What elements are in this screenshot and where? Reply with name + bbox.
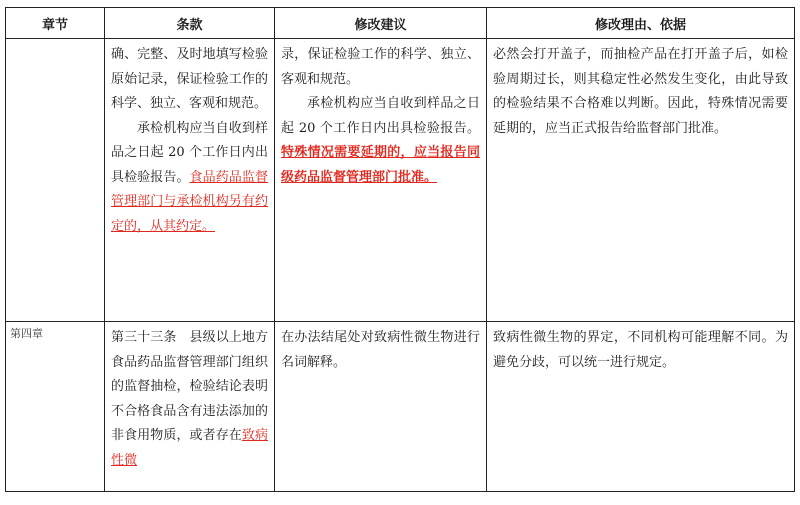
clause-text (111, 117, 268, 240)
header-clause: 条款 (105, 8, 275, 39)
clause-text-deleted: 食品药品监督管理部门与承检机构另有约定的，从其约定。 (111, 169, 268, 234)
suggestion-text-added: 特殊情况需要延期的，应当报告同级药品监督管理部门批准。 (281, 145, 480, 185)
chapter-cell: 第四章 (6, 322, 105, 492)
revision-table (5, 7, 795, 492)
reason-text: 必然会打开盖子，而抽检产品在打开盖子后，如检验周期过长，则其稳定性必然发生变化，由此导致的检验结果不合格难以判断。因此，特殊情况需要延期的，应当正式报告给监督部门批准。 (493, 47, 788, 136)
suggestion-cell (275, 39, 487, 322)
clause-text-deleted: 致病性微 (111, 428, 268, 468)
table-row (6, 39, 795, 322)
header-chapter: 章节 (6, 8, 105, 39)
clause-cell (105, 322, 275, 492)
suggestion-text: 在办法结尾处对致病性微生物进行名词解释。 (281, 330, 480, 370)
suggestion-text: 录，保证检验工作的科学、独立、客观和规范。 (281, 47, 480, 87)
table-row (6, 322, 795, 492)
clause-cell (105, 39, 275, 322)
header-suggestion: 修改建议 (275, 8, 487, 39)
header-reason: 修改理由、依据 (487, 8, 795, 39)
suggestion-text (281, 92, 480, 190)
suggestion-text-plain: 承检机构应当自收到样品之日起 20 个工作日内出具检验报告。 (281, 96, 480, 136)
clause-text-plain: 承检机构应当自收到样品之日起 20 个工作日内出具检验报告。 (111, 120, 268, 185)
clause-text: 确、完整、及时地填写检验原始记录，保证检验工作的科学、独立、客观和规范。 (111, 47, 268, 111)
reason-cell (487, 39, 795, 322)
header-row (6, 8, 795, 39)
chapter-cell (6, 39, 105, 322)
clause-text (111, 326, 268, 473)
suggestion-cell (275, 322, 487, 492)
reason-text: 致病性微生物的界定，不同机构可能理解不同。为避免分歧，可以统一进行规定。 (493, 330, 788, 370)
reason-cell (487, 322, 795, 492)
clause-text-plain: 第三十三条 县级以上地方食品药品监督管理部门组织的监督抽检，检验结论表明不合格食品含有违法添加的非食用物质，或者存在 (111, 330, 268, 443)
